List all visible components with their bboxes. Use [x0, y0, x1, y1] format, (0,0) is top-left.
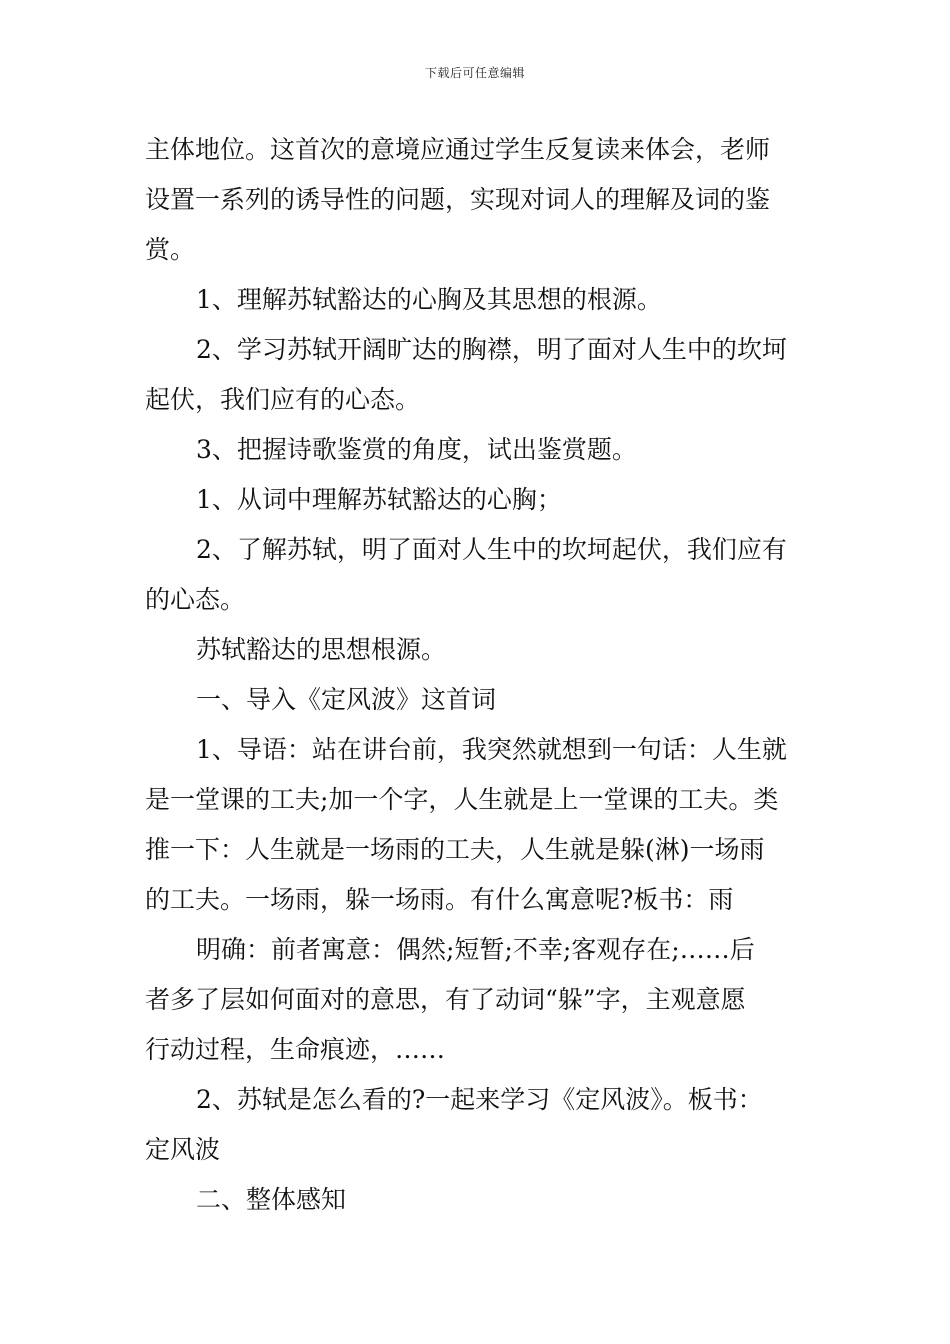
text-line: 定风波	[145, 1135, 221, 1164]
text-line: 起伏，我们应有的心态。	[145, 385, 421, 414]
text-line: 2、了解苏轼，明了面对人生中的坎坷起伏，我们应有	[196, 535, 787, 564]
text-line: 2、学习苏轼开阔旷达的胸襟，明了面对人生中的坎坷	[196, 335, 787, 364]
text-line: 二、整体感知	[196, 1185, 347, 1214]
text-line: 2、苏轼是怎么看的?一起来学习《定风波》。板书：	[196, 1085, 763, 1114]
text-line: 一、导入《定风波》这首词	[196, 685, 497, 714]
page-header: 下载后可任意编辑	[424, 66, 525, 80]
text-line: 设置一系列的诱导性的问题，实现对词人的理解及词的鉴	[145, 185, 771, 214]
text-line: 苏轼豁达的思想根源。	[196, 635, 447, 664]
text-line: 主体地位。这首次的意境应通过学生反复读来体会，老师	[145, 135, 771, 164]
text-line: 的工夫。一场雨，躲一场雨。有什么寓意呢?板书：雨	[145, 885, 734, 914]
text-line: 是一堂课的工夫;加一个字，人生就是上一堂课的工夫。类	[145, 785, 779, 814]
text-line: 行动过程，生命痕迹，……	[145, 1035, 446, 1064]
text-line: 者多了层如何面对的意思，有了动词“躲”字，主观意愿	[145, 985, 746, 1014]
text-line: 1、理解苏轼豁达的心胸及其思想的根源。	[196, 285, 662, 314]
text-line: 1、导语：站在讲台前，我突然就想到一句话：人生就	[196, 735, 787, 764]
text-line: 明确：前者寓意：偶然;短暂;不幸;客观存在;……后	[196, 935, 755, 964]
text-line: 的心态。	[145, 585, 246, 614]
text-line: 赏。	[145, 235, 196, 264]
text-line: 1、从词中理解苏轼豁达的心胸；	[196, 485, 562, 514]
document-body	[145, 125, 805, 1225]
text-line: 3、把握诗歌鉴赏的角度，试出鉴赏题。	[196, 435, 637, 464]
text-line: 推一下：人生就是一场雨的工夫，人生就是躲(淋)一场雨	[145, 835, 765, 864]
